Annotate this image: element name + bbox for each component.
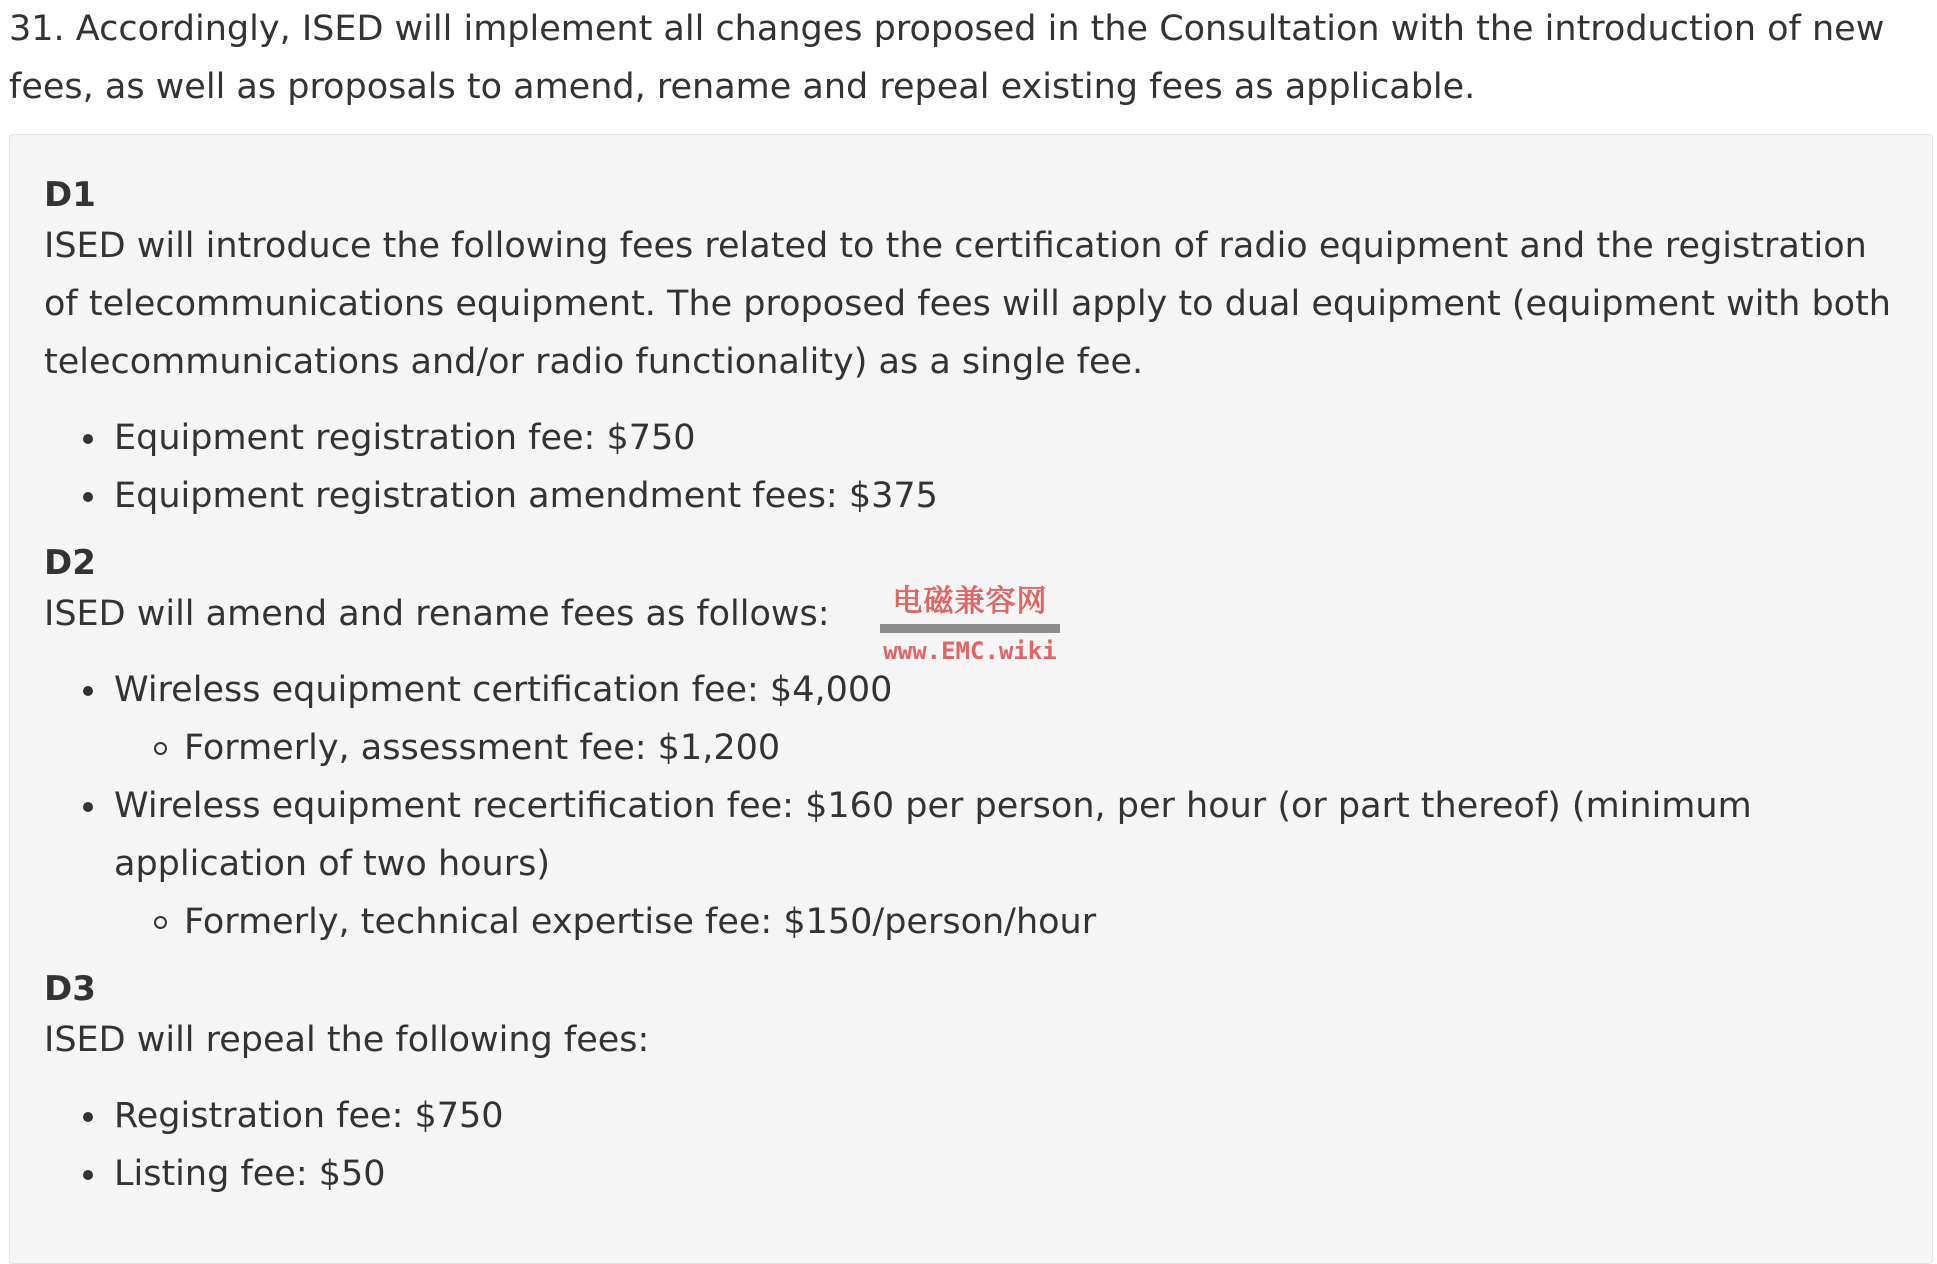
- d3-title: D3: [44, 969, 96, 1009]
- d2-fee-list: [44, 661, 1898, 951]
- list-item: Equipment registration amendment fees: $375: [114, 467, 1898, 525]
- d3-fee-list: [44, 1087, 1898, 1203]
- sub-list-item: Formerly, assessment fee: $1,200: [184, 719, 1898, 777]
- d2-text: ISED will amend and rename fees as follows:: [44, 594, 830, 634]
- sub-list: [114, 893, 1898, 951]
- sub-list: [114, 719, 1898, 777]
- list-item: [114, 777, 1898, 951]
- d1-title: D1: [44, 175, 96, 215]
- decision-box: [9, 134, 1933, 1264]
- watermark-chinese-text: 电磁兼容网: [892, 584, 1048, 619]
- list-item: Equipment registration fee: $750: [114, 409, 1898, 467]
- d3-text: ISED will repeal the following fees:: [44, 1020, 650, 1060]
- intro-paragraph: 31. Accordingly, ISED will implement all changes proposed in the Consultation with the introduction of new fees, as well as proposals to amend, rename and repeal existing fees as applicable.: [9, 9, 1885, 107]
- d2-title: D2: [44, 543, 96, 583]
- d1-text: ISED will introduce the following fees related to the certification of radio equipment and the registration of telecommunications equipment. The proposed fees will apply to dual equipment (equipment with both telecommunications and/or radio functionality) as a single fee.: [44, 226, 1891, 382]
- watermark-divider: [880, 624, 1060, 633]
- sub-list-item: Formerly, technical expertise fee: $150/person/hour: [184, 893, 1898, 951]
- watermark-url: www.EMC.wiki: [883, 637, 1057, 665]
- watermark-logo: [880, 582, 1060, 665]
- list-item-label: Wireless equipment certification fee: $4,000: [114, 670, 893, 710]
- list-item: Listing fee: $50: [114, 1145, 1898, 1203]
- list-item: Registration fee: $750: [114, 1087, 1898, 1145]
- list-item: [114, 661, 1898, 777]
- list-item-label: Wireless equipment recertification fee: $160 per person, per hour (or part thereof) (minimum application of two hours): [114, 786, 1752, 884]
- d1-fee-list: [44, 409, 1898, 525]
